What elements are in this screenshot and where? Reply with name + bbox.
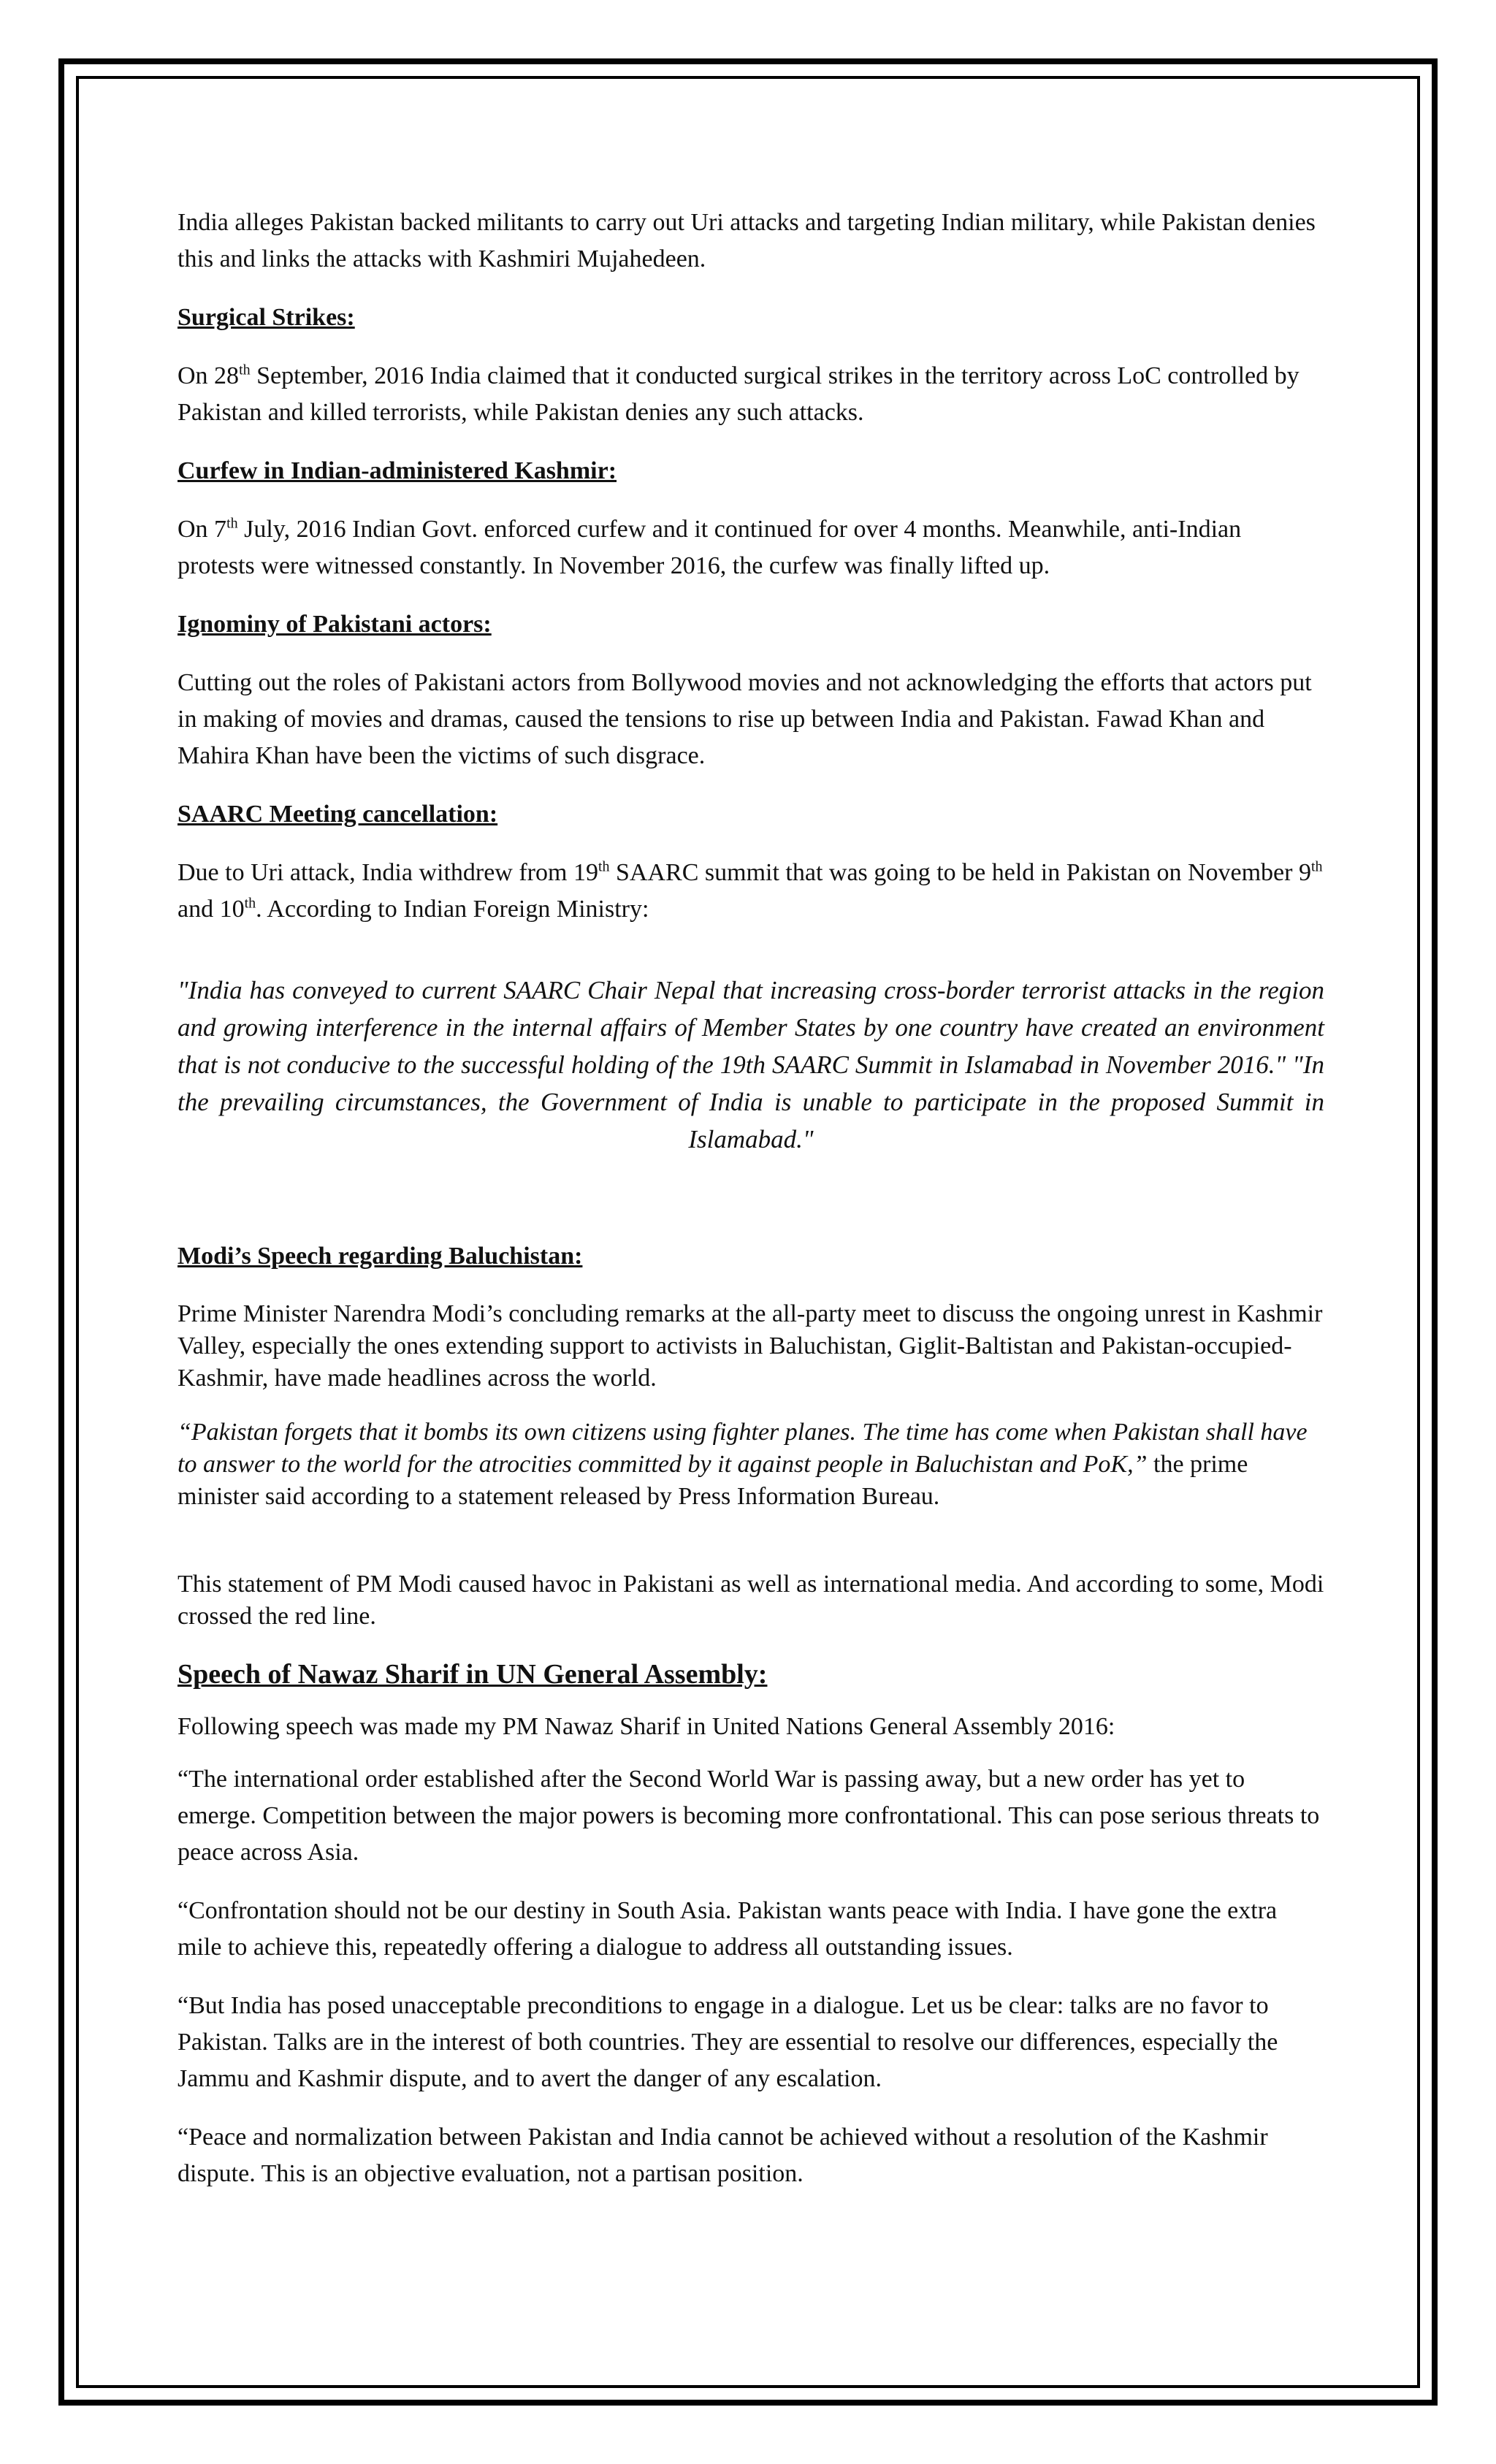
nawaz-quote-4: “Peace and normalization between Pakistan and India cannot be achieved without a resolution of the Kashmir dispute. This is an objective evaluation, not a partisan position. (178, 2124, 1268, 2187)
heading-modi-speech: Modi’s Speech regarding Baluchistan: (178, 1243, 583, 1270)
intro-paragraph: India alleges Pakistan backed militants to carry out Uri attacks and targeting Indian military, while Pakistan denies this and links the attacks with Kashmiri Mujahedeen. (178, 209, 1316, 272)
heading-nawaz-speech: Speech of Nawaz Sharif in UN General Assembly: (178, 1659, 768, 1690)
modi-quote: “Pakistan forgets that it bombs its own citizens using fighter planes. The time has come when Pakistan shall have to answer to the world for the atrocities committed by it against people in Baluchistan and PoK,” (178, 1419, 1308, 1478)
saarc-paragraph: Due to Uri attack, India withdrew from 19th SAARC summit that was going to be held in Pakistan on November 9th and 10th. According to Indian Foreign Ministry: (178, 858, 1323, 923)
nawaz-quote-3: “But India has posed unacceptable preconditions to engage in a dialogue. Let us be clear: talks are no favor to Pakistan. Talks are in the interest of both countries. They are essential to resolve our differences, especially the Jammu and Kashmir dispute, and to avert the danger of any escalation. (178, 1992, 1278, 2092)
nawaz-quote-1: “The international order established after the Second World War is passing away, but a new order has yet to emerge. Competition between the major powers is becoming more confrontational. This can pose serious threats to peace across Asia. (178, 1766, 1320, 1866)
document-body (178, 205, 1324, 2214)
heading-saarc: SAARC Meeting cancellation: (178, 801, 498, 828)
ignominy-paragraph: Cutting out the roles of Pakistani actors from Bollywood movies and not acknowledging the efforts that actors put in making of movies and dramas, caused the tensions to rise up between India and Pakistan. Fawad Khan and Mahira Khan have been the victims of such disgrace. (178, 669, 1312, 769)
heading-ignominy: Ignominy of Pakistani actors: (178, 611, 492, 638)
surgical-paragraph: On 28th September, 2016 India claimed that it conducted surgical strikes in the territory across LoC controlled by Pakistan and killed terrorists, while Pakistan denies any such attacks. (178, 362, 1300, 426)
heading-surgical-strikes: Surgical Strikes: (178, 304, 355, 331)
saarc-quote: "India has conveyed to current SAARC Chair Nepal that increasing cross-border terrorist attacks in the region and growing interference in the internal affairs of Member States by one country have created an environment that is not conducive to the successful holding of the 19th SAARC Summit in Islamabad in November 2016." "In the prevailing circumstances, the Government of India is unable to participate in the proposed Summit in Islamabad." (178, 976, 1324, 1153)
modi-reaction-paragraph: This statement of PM Modi caused havoc in Pakistani as well as international media. And according to some, Modi crossed the red line. (178, 1571, 1324, 1630)
heading-curfew: Curfew in Indian-administered Kashmir: (178, 457, 617, 484)
curfew-paragraph: On 7th July, 2016 Indian Govt. enforced curfew and it continued for over 4 months. Meanwhile, anti-Indian protests were witnessed constantly. In November 2016, the curfew was finally lifted up. (178, 515, 1242, 579)
modi-paragraph: Prime Minister Narendra Modi’s concluding remarks at the all-party meet to discuss the ongoing unrest in Kashmir Valley, especially the ones extending support to activists in Baluchistan, Giglit-Baltistan and Pakistan-occupied-Kashmir, have made headlines across the world. (178, 1300, 1323, 1392)
nawaz-quote-2: “Confrontation should not be our destiny in South Asia. Pakistan wants peace with India. I have gone the extra mile to achieve this, repeatedly offering a dialogue to address all outstanding issues. (178, 1897, 1278, 1961)
nawaz-intro-paragraph: Following speech was made my PM Nawaz Sharif in United Nations General Assembly 2016: (178, 1713, 1115, 1740)
modi-quote-paragraph: “Pakistan forgets that it bombs its own citizens using fighter planes. The time has come when Pakistan shall have to answer to the world for the atrocities committed by it against people in Baluchistan and PoK,” the prime minister said according to a statement released by Press Information Bureau. (178, 1419, 1308, 1510)
